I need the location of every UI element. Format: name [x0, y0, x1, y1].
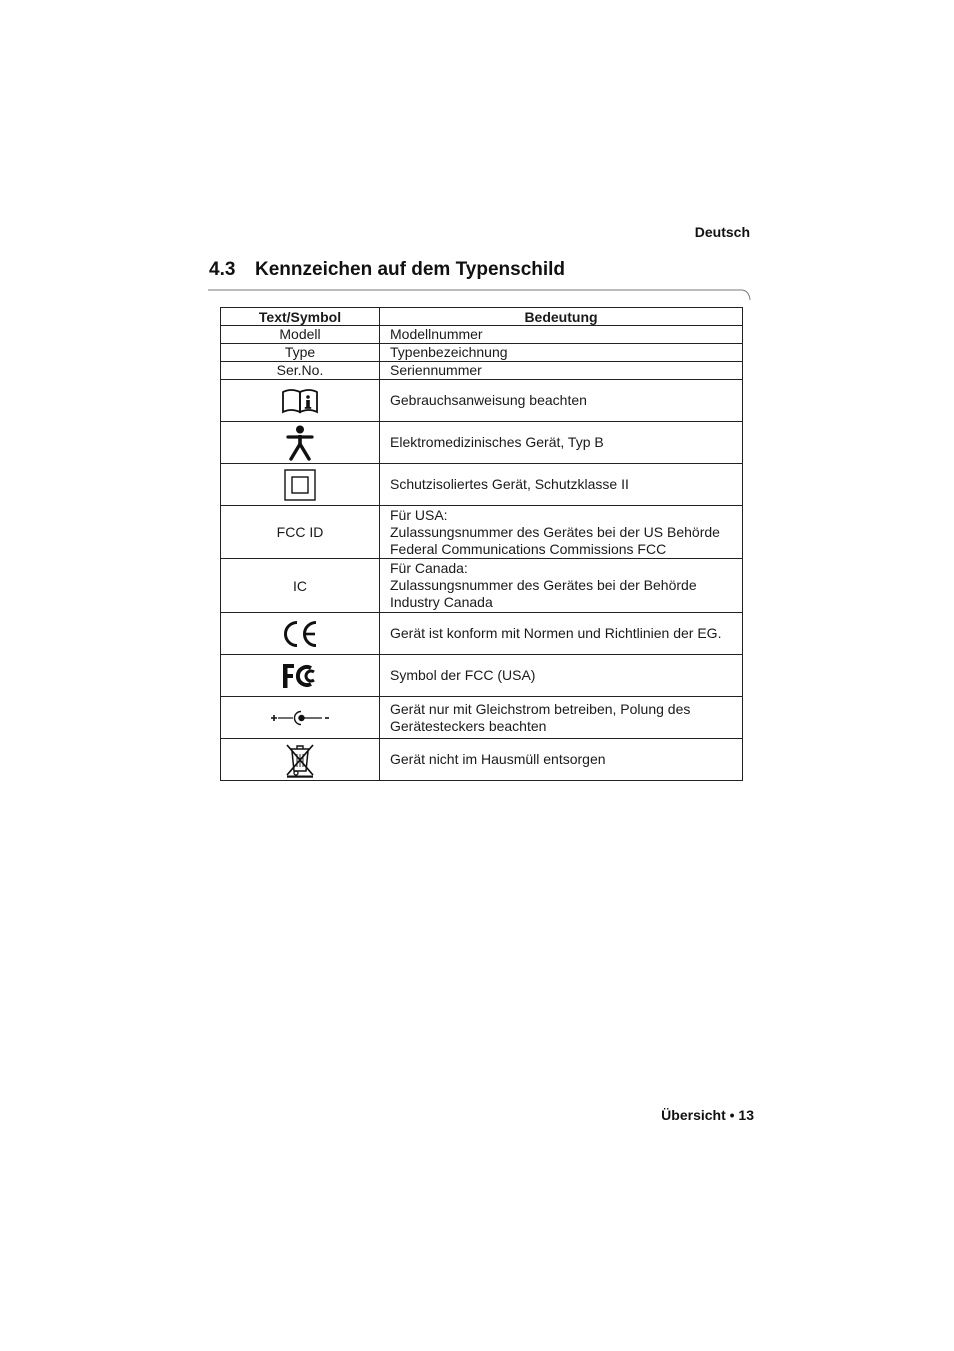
- table-row: [221, 326, 743, 344]
- table-row: [221, 380, 743, 422]
- table-row: [221, 655, 743, 697]
- symbol-cell: Type: [221, 344, 380, 362]
- meaning-cell: Elektromedizinisches Gerät, Typ B: [380, 422, 743, 464]
- symbol-cell: [221, 422, 380, 464]
- table-row: [221, 362, 743, 380]
- symbol-cell: [221, 697, 380, 739]
- meaning-cell: Symbol der FCC (USA): [380, 655, 743, 697]
- meaning-line: Für USA:: [390, 506, 448, 523]
- meaning-cell: Gerät ist konform mit Normen und Richtlinien der EG.: [380, 613, 743, 655]
- language-label: Deutsch: [694, 224, 750, 240]
- meaning-line: Federal Communications Commissions FCC: [390, 540, 667, 557]
- symbol-cell: IC: [221, 559, 380, 613]
- meaning-cell: Modellnummer: [380, 326, 743, 344]
- meaning-cell: Gebrauchsanweisung beachten: [380, 380, 743, 422]
- meaning-cell: [380, 559, 743, 613]
- fcc-logo-icon: [281, 662, 319, 690]
- meaning-line: Zulassungsnummer des Gerätes bei der US Behörde: [390, 523, 720, 540]
- dc-polarity-icon: [269, 708, 331, 728]
- table-row: [221, 506, 743, 559]
- meaning-line: Industry Canada: [390, 594, 493, 610]
- table-row: [221, 344, 743, 362]
- heading-rule: [208, 289, 751, 301]
- table-row: [221, 422, 743, 464]
- meaning-cell: [380, 697, 743, 739]
- table-row: [221, 613, 743, 655]
- class-ii-double-square-icon: [284, 469, 316, 501]
- symbol-cell: Modell: [221, 326, 380, 344]
- weee-crossed-bin-icon: [283, 742, 317, 778]
- section-heading: [209, 259, 565, 281]
- page-footer: Übersicht • 13: [661, 1107, 754, 1123]
- meaning-cell: Gerät nicht im Hausmüll entsorgen: [380, 739, 743, 781]
- symbol-cell: [221, 380, 380, 422]
- instructions-book-icon: [280, 387, 320, 415]
- symbol-cell: [221, 655, 380, 697]
- meaning-line: Zulassungsnummer des Gerätes bei der Behörde: [390, 577, 697, 593]
- symbol-table: [220, 307, 743, 781]
- meaning-cell: Typenbezeichnung: [380, 344, 743, 362]
- column-header-meaning: Bedeutung: [380, 308, 743, 326]
- table-row: [221, 739, 743, 781]
- meaning-line: Gerät nur mit Gleichstrom betreiben, Polung des: [390, 700, 691, 717]
- section-number: 4.3: [209, 259, 236, 280]
- type-b-person-icon: [285, 425, 315, 461]
- column-header-symbol: Text/Symbol: [221, 308, 380, 326]
- meaning-cell: Schutzisoliertes Gerät, Schutzklasse II: [380, 464, 743, 506]
- section-title: Kennzeichen auf dem Typenschild: [255, 259, 566, 280]
- ce-mark-icon: [280, 619, 320, 649]
- symbol-cell: [221, 613, 380, 655]
- meaning-cell: Seriennummer: [380, 362, 743, 380]
- symbol-cell: [221, 739, 380, 781]
- table-row: [221, 464, 743, 506]
- symbol-cell: Ser.No.: [221, 362, 380, 380]
- meaning-line: Für Canada:: [390, 560, 468, 576]
- meaning-line: Gerätesteckers beachten: [390, 717, 547, 734]
- table-row: [221, 559, 743, 613]
- table-header-row: [221, 308, 743, 326]
- symbol-cell: FCC ID: [221, 506, 380, 559]
- symbol-cell: [221, 464, 380, 506]
- meaning-cell: [380, 506, 743, 559]
- table-row: [221, 697, 743, 739]
